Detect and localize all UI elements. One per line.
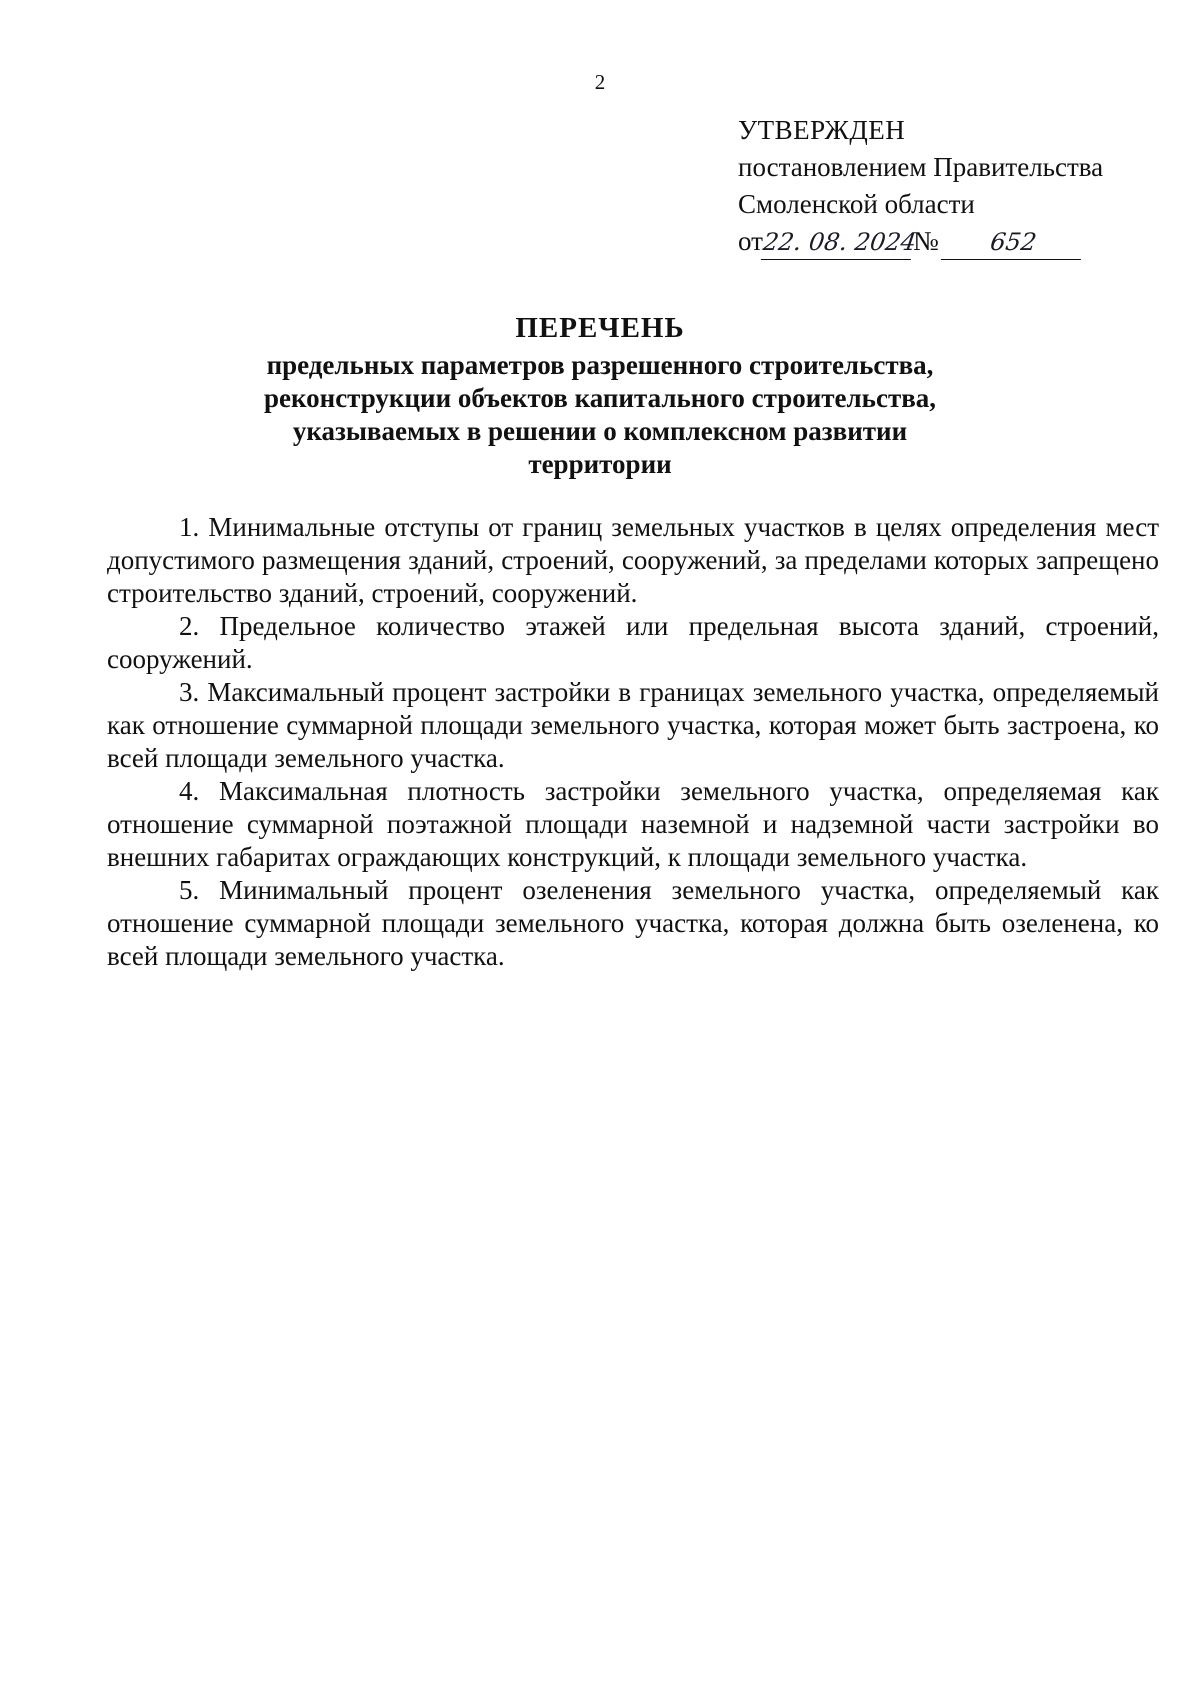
approval-block <box>738 112 1158 260</box>
document-body <box>107 511 1159 973</box>
list-item: 4. Максимальная плотность застройки земельного участка, определяемая как отношение суммарной поэтажной площади наземной и надземной части застройки во внешних габаритах ограждающих конструкций, к площади земельного участка. <box>107 776 1159 872</box>
number-sign: № <box>912 226 939 256</box>
title-line: указываемых в решении о комплексном развитии <box>292 416 908 446</box>
title-line: территории <box>528 449 672 479</box>
title-line: реконструкции объектов капитального строительства, <box>263 383 937 413</box>
list-item: 2. Предельное количество этажей или предельная высота зданий, строений, сооружений. <box>107 611 1159 674</box>
handwritten-date <box>761 228 918 260</box>
handwritten-number <box>941 229 1085 260</box>
list-item: 5. Минимальный процент озеленения земельного участка, определяемый как отношение суммарной площади земельного участка, которая должна быть озеленена, ко всей площади земельного участка. <box>107 875 1159 971</box>
page-number: 2 <box>594 70 606 94</box>
handwritten-number-text: 652 <box>988 228 1038 256</box>
list-item: 1. Минимальные отступы от границ земельных участков в целях определения мест допустимого размещения зданий, строений, сооружений, за пределами которых запрещено строительство зданий, строений, сооружений. <box>107 512 1159 608</box>
handwritten-date-text: 22. 08. 2024 <box>761 228 918 256</box>
document-title-block <box>0 312 1200 481</box>
approval-heading: УТВЕРЖДЕН <box>738 115 906 145</box>
title-line: предельных параметров разрешенного строительства, <box>266 350 934 380</box>
approval-date-line <box>738 223 1158 260</box>
approval-decree-line: постановлением Правительства <box>738 152 1104 182</box>
date-prefix: от <box>738 226 763 256</box>
approval-region-line: Смоленской области <box>738 189 975 219</box>
document-title: ПЕРЕЧЕНЬ <box>515 312 685 344</box>
list-item: 3. Максимальный процент застройки в границах земельного участка, определяемый как отношение суммарной площади земельного участка, которая может быть застроена, ко всей площади земельного участка. <box>107 677 1159 773</box>
